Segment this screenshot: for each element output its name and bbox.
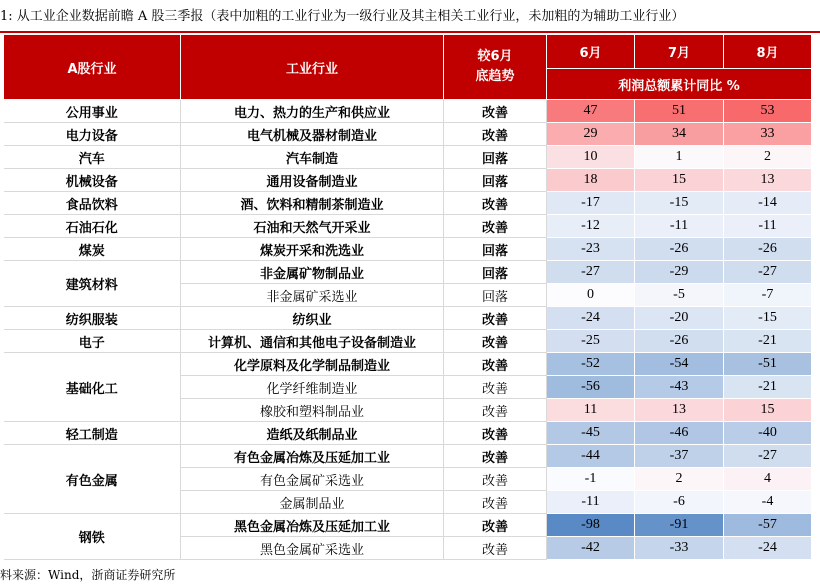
industry-cell: 橡胶和塑料制品业 xyxy=(181,399,444,422)
industry-cell: 电气机械及器材制造业 xyxy=(181,123,444,146)
a-industry-cell: 机械设备 xyxy=(4,169,181,192)
trend-cell: 改善 xyxy=(444,353,547,376)
trend-cell: 改善 xyxy=(444,422,547,445)
trend-cell: 改善 xyxy=(444,215,547,238)
industry-cell: 黑色金属矿采选业 xyxy=(181,537,444,560)
value-cell: -1 xyxy=(547,468,635,491)
value-cell: 0 xyxy=(547,284,635,307)
trend-cell: 改善 xyxy=(444,307,547,330)
value-cell: -56 xyxy=(547,376,635,399)
value-cell: -20 xyxy=(635,307,724,330)
value-cell: -27 xyxy=(547,261,635,284)
trend-cell: 改善 xyxy=(444,468,547,491)
trend-cell: 改善 xyxy=(444,192,547,215)
value-cell: -57 xyxy=(724,514,812,537)
value-cell: -11 xyxy=(724,215,812,238)
industry-cell: 非金属矿采选业 xyxy=(181,284,444,307)
value-cell: -12 xyxy=(547,215,635,238)
value-cell: -26 xyxy=(724,238,812,261)
value-cell: 15 xyxy=(724,399,812,422)
header-month-7: 7月 xyxy=(635,35,724,69)
value-cell: 47 xyxy=(547,100,635,123)
trend-cell: 改善 xyxy=(444,491,547,514)
value-cell: 13 xyxy=(724,169,812,192)
header-metric: 利润总额累计同比 % xyxy=(547,69,812,100)
a-industry-cell: 煤炭 xyxy=(4,238,181,261)
a-industry-cell: 钢铁 xyxy=(4,514,181,560)
header-month-8: 8月 xyxy=(724,35,812,69)
value-cell: 2 xyxy=(724,146,812,169)
trend-cell: 改善 xyxy=(444,537,547,560)
table-row xyxy=(4,146,812,169)
industry-cell: 化学纤维制造业 xyxy=(181,376,444,399)
value-cell: 51 xyxy=(635,100,724,123)
value-cell: 53 xyxy=(724,100,812,123)
trend-cell: 改善 xyxy=(444,376,547,399)
industry-cell: 煤炭开采和洗选业 xyxy=(181,238,444,261)
a-industry-cell: 电子 xyxy=(4,330,181,353)
table-row xyxy=(4,445,812,468)
table-row xyxy=(4,330,812,353)
a-industry-cell: 基础化工 xyxy=(4,353,181,422)
table-row xyxy=(4,353,812,376)
industry-cell: 通用设备制造业 xyxy=(181,169,444,192)
value-cell: -21 xyxy=(724,330,812,353)
trend-cell: 回落 xyxy=(444,169,547,192)
industry-cell: 金属制品业 xyxy=(181,491,444,514)
value-cell: 33 xyxy=(724,123,812,146)
a-industry-cell: 食品饮料 xyxy=(4,192,181,215)
industry-cell: 计算机、通信和其他电子设备制造业 xyxy=(181,330,444,353)
header-industry: 工业行业 xyxy=(181,35,444,100)
industry-cell: 汽车制造 xyxy=(181,146,444,169)
table-row xyxy=(4,422,812,445)
source-note: 料来源：Wind，浙商证券研究所 xyxy=(0,568,176,582)
table-row xyxy=(4,514,812,537)
industry-cell: 酒、饮料和精制茶制造业 xyxy=(181,192,444,215)
header-a-industry: A股行业 xyxy=(4,35,181,100)
value-cell: -15 xyxy=(724,307,812,330)
value-cell: -40 xyxy=(724,422,812,445)
table-title: 1: 从工业企业数据前瞻 A 股三季报（表中加粗的工业行业为一级行业及其主相关工业行业，未加粗的为辅助工业行业） xyxy=(0,9,685,24)
value-cell: -21 xyxy=(724,376,812,399)
value-cell: -43 xyxy=(635,376,724,399)
value-cell: -26 xyxy=(635,330,724,353)
value-cell: -44 xyxy=(547,445,635,468)
a-industry-cell: 石油石化 xyxy=(4,215,181,238)
value-cell: -91 xyxy=(635,514,724,537)
value-cell: 29 xyxy=(547,123,635,146)
industry-cell: 有色金属矿采选业 xyxy=(181,468,444,491)
trend-cell: 回落 xyxy=(444,261,547,284)
value-cell: -11 xyxy=(635,215,724,238)
a-industry-cell: 纺织服装 xyxy=(4,307,181,330)
table-row xyxy=(4,169,812,192)
industry-cell: 黑色金属冶炼及压延加工业 xyxy=(181,514,444,537)
value-cell: 34 xyxy=(635,123,724,146)
a-industry-cell: 有色金属 xyxy=(4,445,181,514)
a-industry-cell: 公用事业 xyxy=(4,100,181,123)
value-cell: -37 xyxy=(635,445,724,468)
value-cell: -23 xyxy=(547,238,635,261)
value-cell: -24 xyxy=(724,537,812,560)
trend-cell: 回落 xyxy=(444,146,547,169)
trend-cell: 回落 xyxy=(444,238,547,261)
industry-cell: 有色金属冶炼及压延加工业 xyxy=(181,445,444,468)
value-cell: -6 xyxy=(635,491,724,514)
value-cell: -33 xyxy=(635,537,724,560)
value-cell: -5 xyxy=(635,284,724,307)
value-cell: 1 xyxy=(635,146,724,169)
value-cell: -42 xyxy=(547,537,635,560)
industry-cell: 非金属矿物制品业 xyxy=(181,261,444,284)
trend-cell: 改善 xyxy=(444,399,547,422)
a-industry-cell: 轻工制造 xyxy=(4,422,181,445)
industry-cell: 电力、热力的生产和供应业 xyxy=(181,100,444,123)
value-cell: -98 xyxy=(547,514,635,537)
value-cell: -51 xyxy=(724,353,812,376)
header-month-6: 6月 xyxy=(547,35,635,69)
value-cell: 15 xyxy=(635,169,724,192)
value-cell: 2 xyxy=(635,468,724,491)
a-industry-cell: 汽车 xyxy=(4,146,181,169)
table-row xyxy=(4,100,812,123)
value-cell: -46 xyxy=(635,422,724,445)
table-row xyxy=(4,238,812,261)
value-cell: -45 xyxy=(547,422,635,445)
trend-cell: 改善 xyxy=(444,330,547,353)
value-cell: -17 xyxy=(547,192,635,215)
value-cell: 10 xyxy=(547,146,635,169)
trend-cell: 改善 xyxy=(444,514,547,537)
value-cell: -7 xyxy=(724,284,812,307)
value-cell: -4 xyxy=(724,491,812,514)
value-cell: -54 xyxy=(635,353,724,376)
trend-cell: 改善 xyxy=(444,123,547,146)
value-cell: 11 xyxy=(547,399,635,422)
industry-cell: 造纸及纸制品业 xyxy=(181,422,444,445)
a-industry-cell: 电力设备 xyxy=(4,123,181,146)
table-row xyxy=(4,261,812,284)
value-cell: -25 xyxy=(547,330,635,353)
title-rule xyxy=(0,31,820,33)
value-cell: -29 xyxy=(635,261,724,284)
trend-cell: 回落 xyxy=(444,284,547,307)
trend-cell: 改善 xyxy=(444,100,547,123)
value-cell: 13 xyxy=(635,399,724,422)
value-cell: -11 xyxy=(547,491,635,514)
trend-cell: 改善 xyxy=(444,445,547,468)
table-row xyxy=(4,215,812,238)
a-industry-cell: 建筑材料 xyxy=(4,261,181,307)
industry-cell: 石油和天然气开采业 xyxy=(181,215,444,238)
value-cell: -52 xyxy=(547,353,635,376)
industry-cell: 化学原料及化学制品制造业 xyxy=(181,353,444,376)
value-cell: -15 xyxy=(635,192,724,215)
value-cell: -24 xyxy=(547,307,635,330)
value-cell: 4 xyxy=(724,468,812,491)
value-cell: -27 xyxy=(724,445,812,468)
value-cell: -26 xyxy=(635,238,724,261)
value-cell: -14 xyxy=(724,192,812,215)
header-trend: 较6月底趋势 xyxy=(444,35,547,100)
value-cell: -27 xyxy=(724,261,812,284)
table-row xyxy=(4,123,812,146)
table-row xyxy=(4,192,812,215)
data-table xyxy=(3,34,812,560)
table-row xyxy=(4,307,812,330)
value-cell: 18 xyxy=(547,169,635,192)
industry-cell: 纺织业 xyxy=(181,307,444,330)
